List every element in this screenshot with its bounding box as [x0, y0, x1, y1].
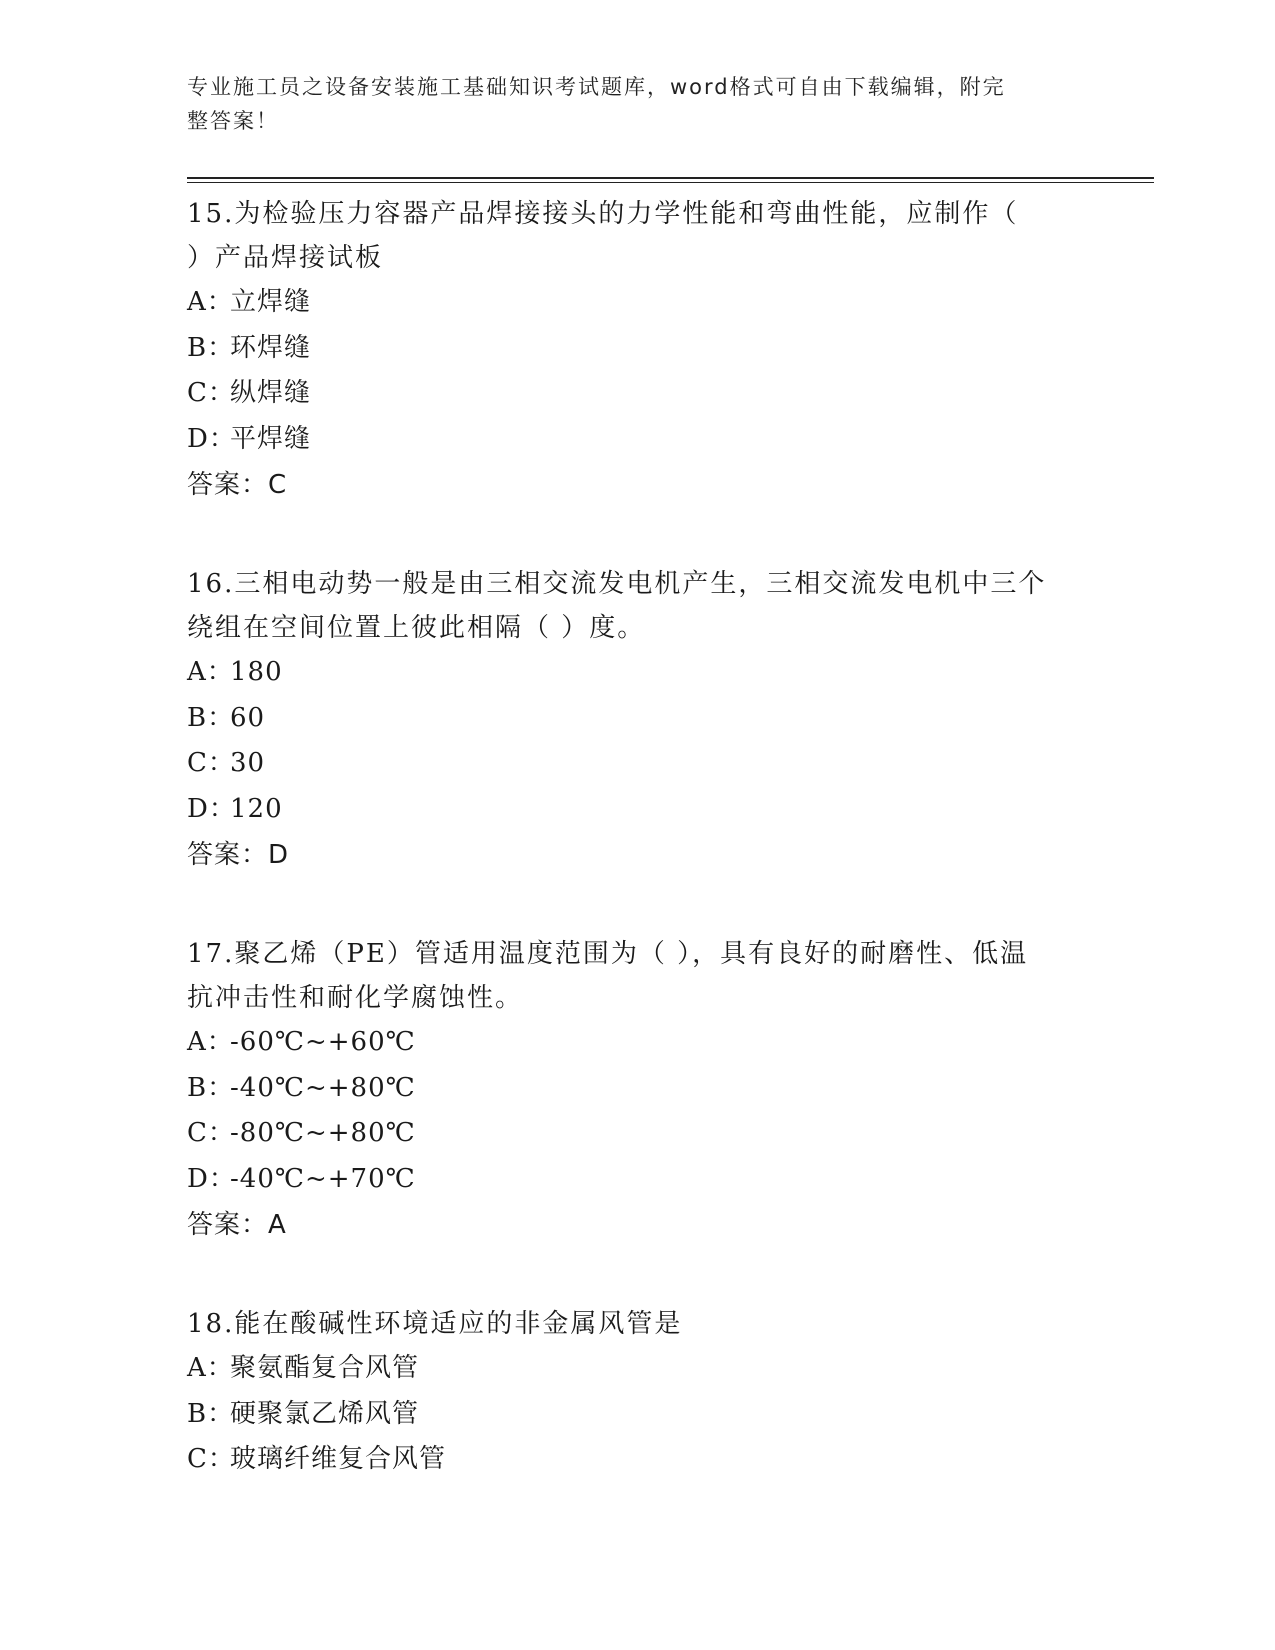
option-label: B：: [187, 702, 235, 733]
option-c: [187, 1437, 1087, 1483]
option-a: [187, 1020, 1087, 1066]
question-stem: 17.聚乙烯（PE）管适用温度范围为（ ），具有良好的耐磨性、低温: [187, 939, 1029, 969]
option-text: 硬聚氯乙烯风管: [230, 1398, 420, 1429]
option-d: [187, 787, 1087, 833]
option-c: [187, 1111, 1087, 1157]
option-b: [187, 696, 1087, 742]
option-text: -40℃~+80℃: [230, 1072, 416, 1103]
option-text: 120: [230, 793, 283, 824]
option-c: [187, 371, 1087, 417]
option-a: [187, 280, 1087, 326]
question-stem: 15.为检验压力容器产品焊接接头的力学性能和弯曲性能，应制作（: [187, 199, 1019, 229]
header-divider-thick: [187, 177, 1154, 179]
option-text: -40℃~+70℃: [230, 1163, 416, 1194]
option-text: 玻璃纤维复合风管: [230, 1444, 447, 1474]
header-divider-thin: [187, 182, 1154, 183]
option-d: [187, 417, 1087, 463]
header-line-1: 专业施工员之设备安装施工基础知识考试题库，word格式可自由下载编辑，附完: [187, 75, 1006, 99]
option-c: [187, 741, 1087, 787]
option-label: C：: [187, 378, 235, 408]
option-text: 聚氨酯复合风管: [230, 1353, 420, 1383]
option-b: [187, 326, 1087, 372]
option-d: [187, 1157, 1087, 1203]
option-label: A：: [187, 1353, 234, 1383]
option-label: A：: [187, 657, 234, 687]
option-label: C：: [187, 748, 235, 778]
option-label: C：: [187, 1444, 235, 1474]
question-15: [187, 192, 1087, 508]
option-text: 立焊缝: [230, 287, 312, 317]
option-text: -60℃~+60℃: [230, 1027, 416, 1057]
option-label: D：: [187, 423, 236, 454]
option-text: 平焊缝: [230, 423, 312, 454]
question-list: [187, 192, 1087, 1483]
option-label: A：: [187, 287, 234, 317]
option-label: C：: [187, 1118, 235, 1148]
option-a: [187, 1346, 1087, 1392]
question-18: [187, 1302, 1087, 1483]
question-stem-continued: 绕组在空间位置上彼此相隔（ ）度。: [187, 613, 646, 643]
question-stem-continued: 抗冲击性和耐化学腐蚀性。: [187, 983, 524, 1013]
option-text: 纵焊缝: [230, 378, 312, 408]
page-header: [187, 70, 1067, 138]
question-stem-continued: ）产品焊接试板: [187, 243, 384, 273]
option-label: D：: [187, 793, 236, 824]
question-16: [187, 562, 1087, 878]
option-text: 60: [230, 702, 266, 733]
option-a: [187, 650, 1087, 696]
option-label: A：: [187, 1027, 234, 1057]
option-label: B：: [187, 1072, 235, 1103]
question-17: [187, 932, 1087, 1248]
option-b: [187, 1392, 1087, 1438]
option-text: -80℃~+80℃: [230, 1118, 416, 1148]
option-label: B：: [187, 1398, 235, 1429]
option-label: B：: [187, 332, 235, 363]
option-text: 180: [230, 657, 283, 687]
header-line-2: 整答案！: [187, 109, 279, 133]
option-text: 环焊缝: [230, 332, 312, 363]
answer: 答案：D: [187, 840, 290, 870]
answer: 答案：C: [187, 470, 288, 500]
question-stem: 16.三相电动势一般是由三相交流发电机产生，三相交流发电机中三个: [187, 569, 1047, 599]
option-text: 30: [230, 748, 266, 778]
question-stem: 18.能在酸碱性环境适应的非金属风管是: [187, 1309, 683, 1339]
answer: 答案：A: [187, 1210, 287, 1240]
option-label: D：: [187, 1163, 236, 1194]
option-b: [187, 1066, 1087, 1112]
